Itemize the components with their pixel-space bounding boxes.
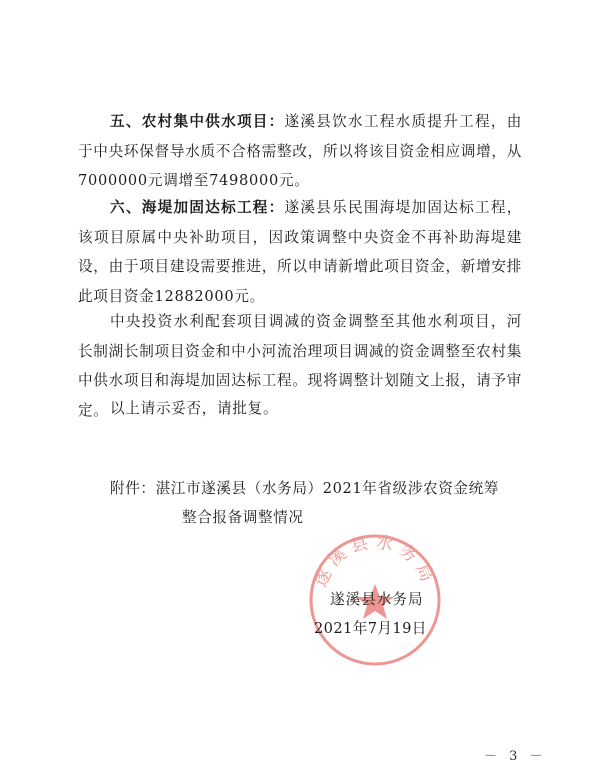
section-heading: 五、农村集中供水项目：: [110, 113, 285, 130]
closing-request: 以上请示妥否，请批复。: [110, 400, 279, 417]
section-body: 遂溪县饮水工程水质提升工程，由于中央环保督导水质不合格需整改，所以将该目资金相应调增，从7000000元调增至7498000元。: [78, 113, 522, 189]
summary-paragraph: 中央投资水利配套项目调减的资金调整至其他水利项目，河长制湖长制项目资金和中小河流治理项目调减的资金调整至农村集中供水项目和海堤加固达标工程。现将调整计划随文上报，请予审定。: [78, 313, 522, 419]
seal-text: 遂溪县水务局: [310, 532, 440, 591]
attachment-line-2: 整合报备调整情况: [182, 509, 304, 526]
section-body: 遂溪县乐民围海堤加固达标工程，该项目原属中央补助项目，因政策调整中央资金不再补助海堤建设，由于项目建设需要推进，所以申请新增此项目资金，新增安排此项目资金12882000元。: [78, 199, 522, 305]
attachment-line-1: 附件：湛江市遂溪县（水务局）2021年省级涉农资金统筹: [110, 480, 499, 497]
issuing-organization: 遂溪县水务局: [330, 591, 424, 608]
svg-text:遂溪县水务局: [311, 532, 439, 590]
section-heading: 六、海堤加固达标工程：: [110, 199, 285, 216]
section-rural-water-supply: [78, 107, 522, 196]
page-number: － 3 －: [484, 749, 547, 764]
issue-date: 2021年7月19日: [314, 620, 427, 637]
section-seawall-reinforcement: [78, 193, 522, 311]
